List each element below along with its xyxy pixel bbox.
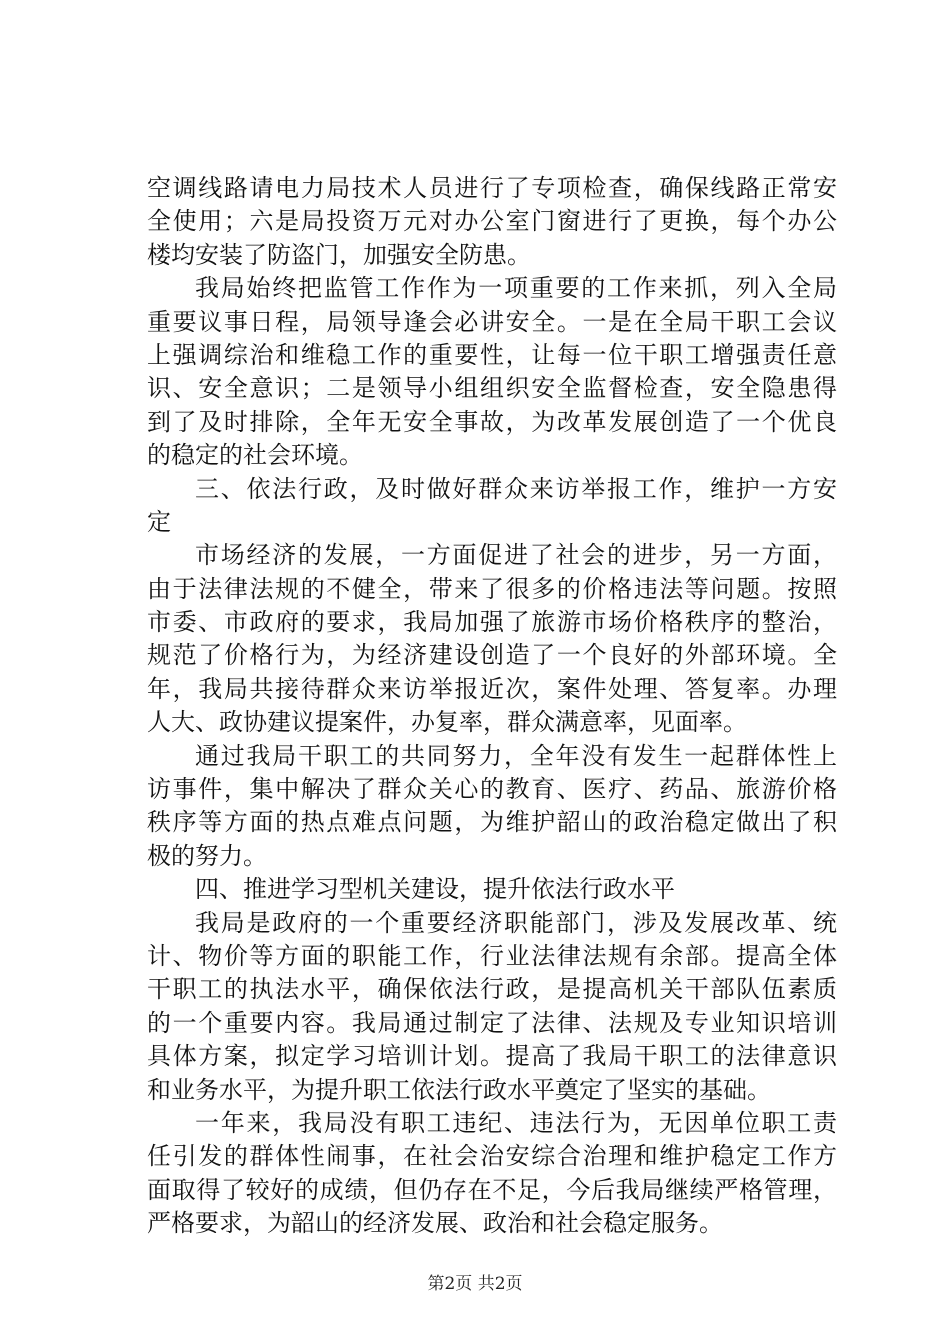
text-line: 人大、政协建议提案件，办复率，群众满意率，见面率。 [147, 708, 747, 737]
text-line: 规范了价格行为，为经济建设创造了一个良好的外部环境。全 [147, 641, 837, 670]
text-line: 定 [147, 507, 171, 536]
paragraph-first-line: 通过我局干职工的共同努力，全年没有发生一起群体性上 [195, 741, 837, 770]
paragraph-first-line: 三、依法行政，及时做好群众来访举报工作，维护一方安 [195, 474, 837, 503]
text-line: 上强调综治和维稳工作的重要性，让每一位干职工增强责任意 [147, 340, 837, 369]
text-line: 面取得了较好的成绩，但仍存在不足，今后我局继续严格管理， [147, 1175, 837, 1204]
document-body [147, 172, 837, 1241]
paragraph-first-line: 四、推进学习型机关建设，提升依法行政水平 [195, 875, 675, 904]
text-line: 识、安全意识；二是领导小组组织安全监督检查，安全隐患得 [147, 374, 837, 403]
text-line: 任引发的群体性闹事，在社会治安综合治理和维护稳定工作方 [147, 1142, 837, 1171]
paragraph-first-line: 我局是政府的一个重要经济职能部门，涉及发展改革、统 [195, 908, 837, 937]
text-line: 由于法律法规的不健全，带来了很多的价格违法等问题。按照 [147, 574, 837, 603]
page-footer: 第2页 共2页 [427, 1274, 523, 1294]
text-line: 秩序等方面的热点难点问题，为维护韶山的政治稳定做出了积 [147, 808, 837, 837]
text-line: 楼均安装了防盗门，加强安全防患。 [147, 240, 531, 269]
text-line: 的稳定的社会环境。 [147, 441, 363, 470]
text-line: 具体方案，拟定学习培训计划。提高了我局干职工的法律意识 [147, 1042, 837, 1071]
text-line: 干职工的执法水平，确保依法行政，是提高机关干部队伍素质 [147, 975, 837, 1004]
text-line: 和业务水平，为提升职工依法行政水平奠定了坚实的基础。 [147, 1075, 771, 1104]
paragraph-first-line: 市场经济的发展，一方面促进了社会的进步，另一方面， [195, 541, 837, 570]
text-line: 严格要求，为韶山的经济发展、政治和社会稳定服务。 [147, 1209, 723, 1238]
text-line: 全使用；六是局投资万元对办公室门窗进行了更换，每个办公 [147, 207, 837, 236]
text-line: 到了及时排除，全年无安全事故，为改革发展创造了一个优良 [147, 407, 837, 436]
text-line: 的一个重要内容。我局通过制定了法律、法规及专业知识培训 [147, 1008, 837, 1037]
text-line: 访事件，集中解决了群众关心的教育、医疗、药品、旅游价格 [147, 775, 837, 804]
text-line: 空调线路请电力局技术人员进行了专项检查，确保线路正常安 [147, 174, 837, 202]
text-line: 重要议事日程，局领导逢会必讲安全。一是在全局干职工会议 [147, 307, 837, 336]
paragraph-first-line: 一年来，我局没有职工违纪、违法行为，无因单位职工责 [195, 1108, 837, 1137]
paragraph-first-line: 我局始终把监管工作作为一项重要的工作来抓，列入全局 [195, 274, 837, 303]
text-line: 年，我局共接待群众来访举报近次，案件处理、答复率。办理 [147, 674, 837, 703]
text-line: 市委、市政府的要求，我局加强了旅游市场价格秩序的整治， [147, 608, 837, 637]
text-line: 极的努力。 [147, 841, 267, 870]
text-line: 计、物价等方面的职能工作，行业法律法规有余部。提高全体 [147, 941, 837, 970]
